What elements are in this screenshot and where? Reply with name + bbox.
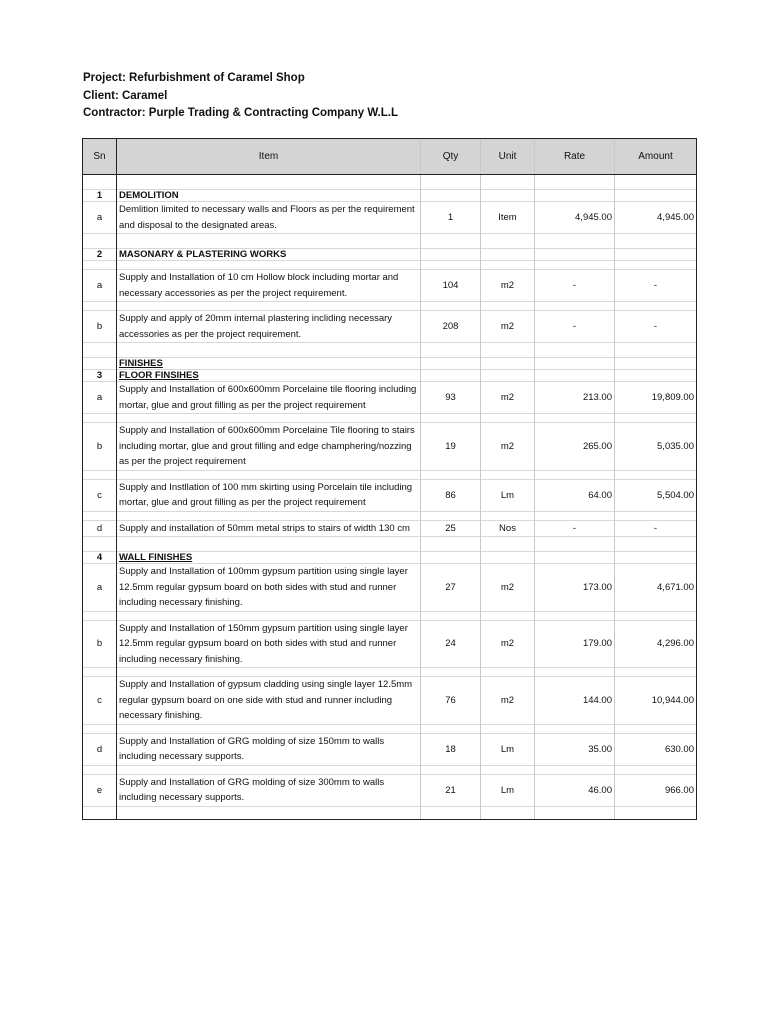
empty-cell (421, 234, 481, 249)
empty-cell (481, 537, 535, 552)
empty-cell (481, 552, 535, 564)
empty-cell (481, 370, 535, 382)
empty-cell (481, 724, 535, 733)
item-unit: m2 (481, 270, 535, 302)
item-letter: a (83, 270, 117, 302)
column-header-sn: Sn (83, 139, 117, 175)
empty-cell (535, 302, 615, 311)
spacer-row (83, 343, 697, 358)
item-qty: 208 (421, 311, 481, 343)
line-item-row (83, 620, 697, 668)
item-letter: c (83, 677, 117, 725)
item-description: Supply and Installation of 100mm gypsum partition using single layer 12.5mm regular gypsum board on both sides with stud and runner including necessary finishing. (117, 564, 421, 612)
item-unit: Lm (481, 774, 535, 806)
empty-cell (535, 668, 615, 677)
empty-cell (117, 806, 421, 819)
empty-cell (421, 261, 481, 270)
empty-cell (481, 806, 535, 819)
empty-cell (117, 343, 421, 358)
empty-cell (481, 358, 535, 370)
column-header-item: Item (117, 139, 421, 175)
item-letter: d (83, 520, 117, 537)
empty-cell (615, 414, 697, 423)
item-qty: 76 (421, 677, 481, 725)
item-qty: 1 (421, 202, 481, 234)
item-description: Supply and Installation of 150mm gypsum partition using single layer 12.5mm regular gypsum board on both sides with stud and runner including necessary finishing. (117, 620, 421, 668)
empty-cell (421, 470, 481, 479)
line-item-row (83, 202, 697, 234)
table-body (83, 175, 697, 820)
empty-cell (83, 470, 117, 479)
item-description: Supply and apply of 20mm internal plastering incliding necessary accessories as per the project requirement. (117, 311, 421, 343)
item-rate: 265.00 (535, 423, 615, 471)
spacer-row (83, 261, 697, 270)
empty-cell (535, 175, 615, 190)
empty-cell (615, 806, 697, 819)
item-description: Supply and Installation of 600x600mm Porcelaine tile flooring including mortar, glue and grout filling as per the project requirement (117, 382, 421, 414)
empty-cell (535, 724, 615, 733)
line-item-row (83, 423, 697, 471)
item-letter: a (83, 202, 117, 234)
empty-cell (615, 511, 697, 520)
empty-cell (117, 302, 421, 311)
empty-cell (83, 511, 117, 520)
empty-cell (615, 234, 697, 249)
empty-cell (117, 765, 421, 774)
item-rate: 144.00 (535, 677, 615, 725)
item-letter: b (83, 311, 117, 343)
item-amount: 4,296.00 (615, 620, 697, 668)
item-letter: c (83, 479, 117, 511)
empty-cell (615, 343, 697, 358)
item-amount: 4,671.00 (615, 564, 697, 612)
empty-cell (481, 668, 535, 677)
group-title: FINISHES (117, 358, 421, 370)
empty-cell (481, 611, 535, 620)
spacer-row (83, 511, 697, 520)
item-unit: m2 (481, 382, 535, 414)
item-rate: 35.00 (535, 733, 615, 765)
item-qty: 19 (421, 423, 481, 471)
item-qty: 18 (421, 733, 481, 765)
empty-cell (83, 668, 117, 677)
project-line: Project: Refurbishment of Caramel Shop (83, 72, 305, 84)
item-rate: - (535, 311, 615, 343)
spacer-row (83, 234, 697, 249)
empty-cell (421, 537, 481, 552)
column-header-qty: Qty (421, 139, 481, 175)
empty-cell (615, 370, 697, 382)
section-title: DEMOLITION (117, 190, 421, 202)
empty-cell (117, 414, 421, 423)
item-amount: 5,504.00 (615, 479, 697, 511)
empty-cell (83, 234, 117, 249)
empty-cell (83, 611, 117, 620)
group-heading-row (83, 358, 697, 370)
empty-cell (421, 806, 481, 819)
spacer-row (83, 724, 697, 733)
item-qty: 27 (421, 564, 481, 612)
empty-cell (535, 234, 615, 249)
empty-cell (535, 358, 615, 370)
empty-cell (421, 668, 481, 677)
item-amount: 5,035.00 (615, 423, 697, 471)
empty-cell (615, 765, 697, 774)
item-amount: 4,945.00 (615, 202, 697, 234)
empty-cell (535, 414, 615, 423)
item-amount: 10,944.00 (615, 677, 697, 725)
document-header (83, 70, 398, 123)
section-number: 2 (83, 249, 117, 261)
empty-cell (615, 261, 697, 270)
empty-cell (615, 175, 697, 190)
empty-cell (117, 611, 421, 620)
empty-cell (481, 302, 535, 311)
item-description: Supply and installation of 50mm metal strips to stairs of width 130 cm (117, 520, 421, 537)
empty-cell (83, 175, 117, 190)
spacer-row (83, 668, 697, 677)
item-letter: d (83, 733, 117, 765)
item-description: Supply and Installation of GRG molding of size 150mm to walls including necessary supports. (117, 733, 421, 765)
line-item-row (83, 520, 697, 537)
empty-cell (615, 537, 697, 552)
spacer-row (83, 537, 697, 552)
item-amount: 630.00 (615, 733, 697, 765)
empty-cell (117, 724, 421, 733)
section-number: 3 (83, 370, 117, 382)
empty-cell (421, 414, 481, 423)
column-header-unit: Unit (481, 139, 535, 175)
empty-cell (535, 552, 615, 564)
empty-cell (481, 249, 535, 261)
section-title: WALL FINISHES (117, 552, 421, 564)
empty-cell (615, 358, 697, 370)
item-rate: 173.00 (535, 564, 615, 612)
empty-cell (83, 302, 117, 311)
section-row (83, 249, 697, 261)
empty-cell (421, 249, 481, 261)
empty-cell (481, 261, 535, 270)
bill-of-quantities-table (82, 138, 697, 820)
item-qty: 24 (421, 620, 481, 668)
client-line: Client: Caramel (83, 89, 168, 102)
item-rate: - (535, 270, 615, 302)
item-rate: 213.00 (535, 382, 615, 414)
item-qty: 86 (421, 479, 481, 511)
column-header-rate: Rate (535, 139, 615, 175)
item-description: Supply and Installation of gypsum cladding using single layer 12.5mm regular gypsum board on one side with stud and runner including necessary finishing. (117, 677, 421, 725)
empty-cell (615, 552, 697, 564)
empty-cell (481, 234, 535, 249)
line-item-row (83, 311, 697, 343)
empty-cell (421, 724, 481, 733)
item-unit: Item (481, 202, 535, 234)
item-description: Supply and Installation of 600x600mm Porcelaine Tile flooring to stairs including mortar, glue and grout filling and edge champhering/nozzing as per the project requirement (117, 423, 421, 471)
item-rate: 64.00 (535, 479, 615, 511)
item-unit: Lm (481, 479, 535, 511)
item-qty: 93 (421, 382, 481, 414)
empty-cell (535, 470, 615, 479)
spacer-row (83, 470, 697, 479)
empty-cell (615, 249, 697, 261)
empty-cell (83, 343, 117, 358)
item-qty: 21 (421, 774, 481, 806)
item-qty: 25 (421, 520, 481, 537)
empty-cell (83, 261, 117, 270)
empty-cell (615, 724, 697, 733)
item-letter: b (83, 423, 117, 471)
item-letter: a (83, 564, 117, 612)
item-letter: b (83, 620, 117, 668)
item-unit: Nos (481, 520, 535, 537)
empty-cell (83, 414, 117, 423)
empty-cell (83, 765, 117, 774)
item-amount: 966.00 (615, 774, 697, 806)
contractor-line: Contractor: Purple Trading & Contracting Company W.L.L (83, 107, 398, 119)
spacer-row (83, 611, 697, 620)
line-item-row (83, 564, 697, 612)
line-item-row (83, 774, 697, 806)
item-unit: m2 (481, 564, 535, 612)
item-unit: m2 (481, 620, 535, 668)
line-item-row (83, 479, 697, 511)
column-header-amount: Amount (615, 139, 697, 175)
item-description: Supply and Installation of 10 cm Hollow block including mortar and necessary accessories as per the project requirement. (117, 270, 421, 302)
item-unit: m2 (481, 423, 535, 471)
item-unit: Lm (481, 733, 535, 765)
empty-cell (481, 414, 535, 423)
item-rate: 4,945.00 (535, 202, 615, 234)
empty-cell (535, 765, 615, 774)
section-title: FLOOR FINSIHES (117, 370, 421, 382)
empty-cell (481, 511, 535, 520)
empty-cell (481, 343, 535, 358)
empty-cell (535, 343, 615, 358)
empty-cell (83, 806, 117, 819)
section-row (83, 370, 697, 382)
empty-cell (117, 537, 421, 552)
empty-cell (615, 470, 697, 479)
item-amount: - (615, 311, 697, 343)
item-unit: m2 (481, 677, 535, 725)
item-amount: 19,809.00 (615, 382, 697, 414)
empty-cell (421, 765, 481, 774)
line-item-row (83, 382, 697, 414)
spacer-row (83, 175, 697, 190)
empty-cell (615, 302, 697, 311)
empty-cell (421, 370, 481, 382)
line-item-row (83, 270, 697, 302)
section-title: MASONARY & PLASTERING WORKS (117, 249, 421, 261)
empty-cell (83, 358, 117, 370)
empty-cell (535, 249, 615, 261)
empty-cell (117, 511, 421, 520)
empty-cell (535, 261, 615, 270)
empty-cell (535, 190, 615, 202)
item-rate: 179.00 (535, 620, 615, 668)
empty-cell (535, 537, 615, 552)
item-amount: - (615, 520, 697, 537)
empty-cell (615, 190, 697, 202)
section-row (83, 552, 697, 564)
empty-cell (421, 343, 481, 358)
item-rate: - (535, 520, 615, 537)
section-row (83, 190, 697, 202)
empty-cell (421, 611, 481, 620)
spacer-row (83, 302, 697, 311)
empty-cell (421, 302, 481, 311)
empty-cell (481, 470, 535, 479)
empty-cell (615, 668, 697, 677)
empty-cell (421, 190, 481, 202)
empty-cell (117, 175, 421, 190)
empty-cell (421, 358, 481, 370)
spacer-row (83, 765, 697, 774)
empty-cell (117, 668, 421, 677)
line-item-row (83, 677, 697, 725)
empty-cell (421, 511, 481, 520)
item-letter: e (83, 774, 117, 806)
item-qty: 104 (421, 270, 481, 302)
item-letter: a (83, 382, 117, 414)
item-description: Demlition limited to necessary walls and Floors as per the requirement and disposal to the designated areas. (117, 202, 421, 234)
empty-cell (117, 470, 421, 479)
empty-cell (117, 261, 421, 270)
empty-cell (535, 370, 615, 382)
empty-cell (117, 234, 421, 249)
item-unit: m2 (481, 311, 535, 343)
empty-cell (481, 175, 535, 190)
empty-cell (615, 611, 697, 620)
item-amount: - (615, 270, 697, 302)
empty-cell (481, 190, 535, 202)
empty-cell (535, 511, 615, 520)
empty-cell (83, 724, 117, 733)
empty-cell (83, 537, 117, 552)
section-number: 4 (83, 552, 117, 564)
item-rate: 46.00 (535, 774, 615, 806)
item-description: Supply and Installation of GRG molding of size 300mm to walls including necessary supports. (117, 774, 421, 806)
table-header-row (83, 139, 697, 175)
empty-cell (535, 806, 615, 819)
section-number: 1 (83, 190, 117, 202)
empty-cell (535, 611, 615, 620)
empty-cell (481, 765, 535, 774)
spacer-row (83, 806, 697, 819)
empty-cell (421, 552, 481, 564)
spacer-row (83, 414, 697, 423)
line-item-row (83, 733, 697, 765)
empty-cell (421, 175, 481, 190)
item-description: Supply and Instllation of 100 mm skirting using Porcelain tile including mortar, glue and grout filling as per the project requirement (117, 479, 421, 511)
